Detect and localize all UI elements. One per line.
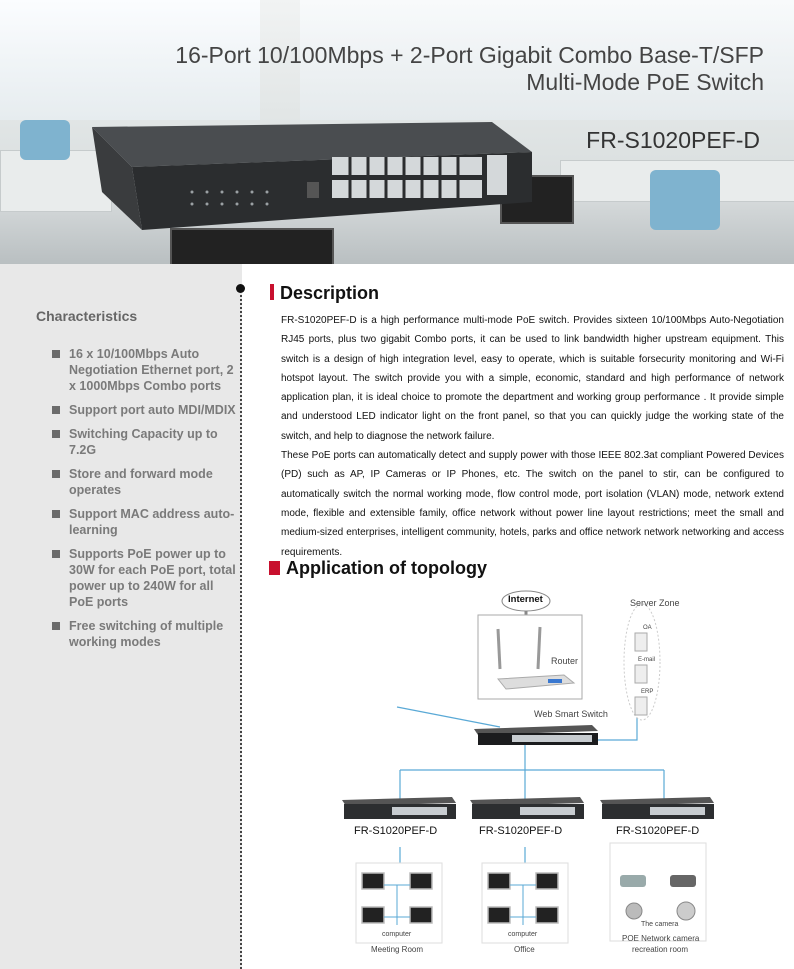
server-erp-label: ERP: [641, 689, 654, 695]
server-icon: [635, 697, 647, 715]
camera-label: The camera: [641, 921, 679, 928]
access-switch-icon: [600, 797, 714, 819]
web-smart-switch-icon: [474, 725, 598, 745]
switch-model-label: FR-S1020PEF-D: [616, 825, 700, 837]
switch-model-label: FR-S1020PEF-D: [354, 825, 438, 837]
server-icon: [635, 665, 647, 683]
topology-diagram: [242, 585, 794, 969]
switch-model-label: FR-S1020PEF-D: [479, 825, 563, 837]
access-switch-icon: [470, 797, 584, 819]
bullet-icon: [52, 550, 60, 558]
server-email-label: E-mail: [638, 657, 656, 663]
office-chair: [650, 170, 720, 230]
bullet-icon: [52, 406, 60, 414]
description-heading: [270, 283, 379, 304]
heading-marker-icon: [270, 284, 274, 300]
heading-marker-icon: [269, 561, 280, 575]
characteristics-list: [52, 346, 238, 658]
meeting-room-label: Meeting Room: [371, 945, 424, 954]
title-line-1: 16-Port 10/100Mbps + 2-Port Gigabit Combo Base-T/SFP: [175, 42, 764, 68]
office-label: Office: [514, 945, 535, 954]
server-oa-label: OA: [643, 625, 652, 631]
bullet-icon: [52, 622, 60, 630]
server-icon: [635, 633, 647, 651]
list-item-text: Supports PoE power up to 30W for each PoE port, total power up to 240W for all PoE ports: [69, 547, 236, 609]
office-chair: [20, 120, 70, 160]
title-line-2: Multi-Mode PoE Switch: [526, 69, 764, 95]
access-switch-icon: [342, 797, 456, 819]
server-zone-label: Server Zone: [630, 598, 680, 608]
description-paragraph: These PoE ports can automatically detect and supply power with those IEEE 802.3at compliant Powered Devices (PD) such as AP, IP Cameras or IP Phones, etc. The switch on the panel to stir, can be configured to automatically switch the normal working mode, flow control mode, port isolation (VLAN) mode, network extend mode, flexible and extensible family, office network without power line layout restrictions; meet the small and medium-sized enterprises, intelligent community, hotels, parks and office network network networking and access requirements.: [281, 450, 784, 558]
characteristics-title: Characteristics: [36, 308, 138, 324]
list-item: [52, 346, 238, 394]
divider-dot: [236, 284, 245, 293]
computer-label: computer: [508, 931, 538, 938]
poe-camera-label: POE Network camera: [622, 934, 700, 943]
router-label: Router: [551, 656, 579, 666]
list-item-text: Store and forward mode operates: [69, 467, 213, 497]
list-item: [52, 546, 238, 610]
list-item-text: 16 x 10/100Mbps Auto Negotiation Ethernet port, 2 x 1000Mbps Combo ports: [69, 347, 234, 393]
topology-title: Application of topology: [286, 558, 487, 578]
list-item: [52, 426, 238, 458]
topology-heading: [269, 558, 487, 579]
list-item: [52, 506, 238, 538]
hero-banner: [0, 0, 794, 264]
recreation-room-label: recreation room: [632, 945, 689, 954]
computer-label: computer: [382, 931, 412, 938]
web-switch-label: Web Smart Switch: [534, 709, 608, 719]
list-item: [52, 466, 238, 498]
product-title: [175, 42, 764, 96]
list-item: [52, 402, 238, 418]
bullet-icon: [52, 470, 60, 478]
description-text: [281, 311, 784, 562]
list-item-text: Support MAC address auto-learning: [69, 507, 235, 537]
poe-switch-device-image: [92, 122, 532, 230]
list-item-text: Free switching of multiple working modes: [69, 619, 224, 649]
list-item: [52, 618, 238, 650]
list-item-text: Support port auto MDI/MDIX: [69, 403, 236, 417]
product-model: FR-S1020PEF-D: [586, 127, 760, 153]
internet-label: Internet: [508, 594, 543, 605]
bullet-icon: [52, 350, 60, 358]
description-paragraph: FR-S1020PEF-D is a high performance multi-mode PoE switch. Provides sixteen 10/100Mbps Auto-Negotiation RJ45 ports, plus two gigabit Combo ports, it can be used to link bandwidth higher upstream equipment. This switch is a design of high integration level, easy to operate, which is suitable forsecurity monitoring and Wi-Fi hotspot layout. The switch provide you with a simple, economic, standard and high performance of network application plan, it is ideal choice to promote the department and working group performance . It provide simple and understood LED indicator light on the front panel, so that you can quickly judge the working state of the switch, and help to diagnose the network failure.: [281, 315, 784, 442]
monitor: [170, 228, 334, 264]
description-title: Description: [280, 283, 380, 303]
bullet-icon: [52, 510, 60, 518]
bullet-icon: [52, 430, 60, 438]
list-item-text: Switching Capacity up to 7.2G: [69, 427, 218, 457]
